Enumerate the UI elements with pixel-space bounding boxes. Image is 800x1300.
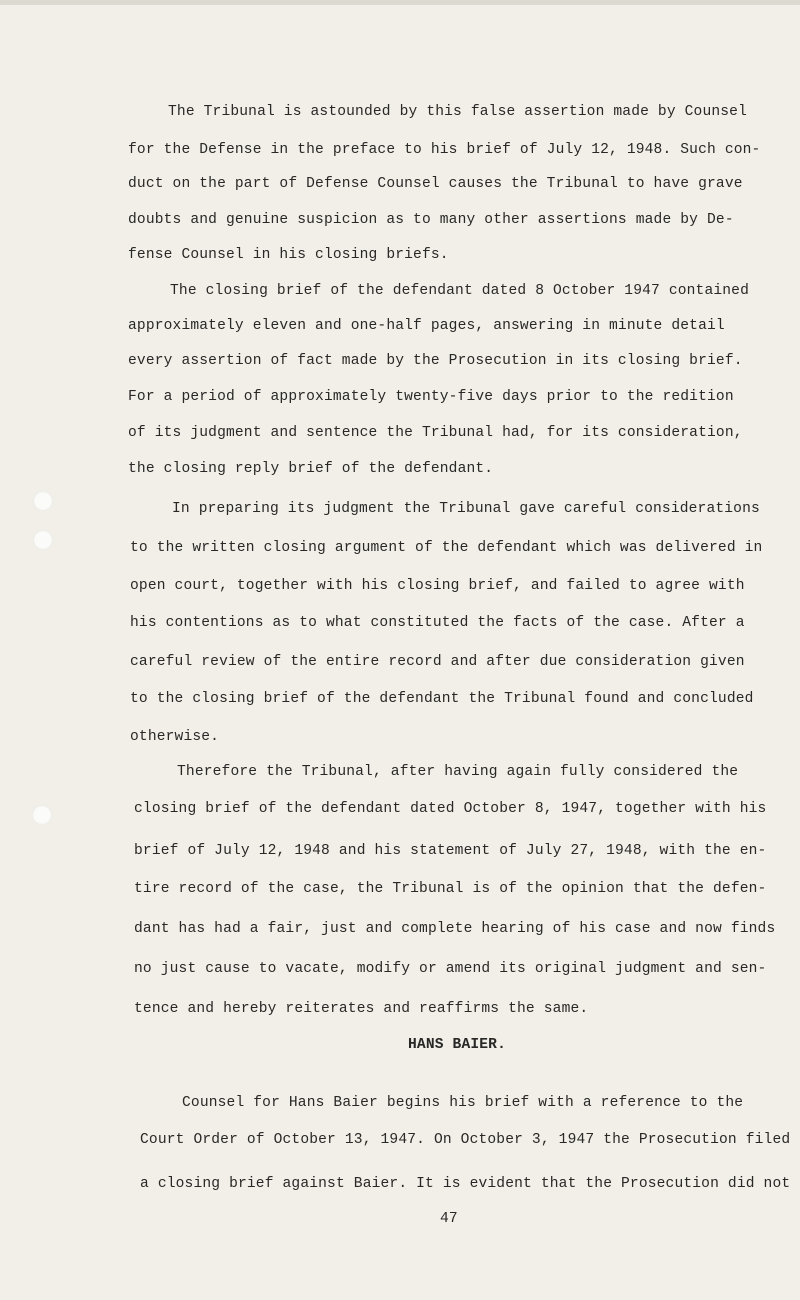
text-line: open court, together with his closing brief, and failed to agree with [130,578,745,594]
page-number: 47 [440,1211,458,1227]
text-line: careful review of the entire record and after due consideration given [130,654,745,670]
text-line: approximately eleven and one-half pages, answering in minute detail [128,318,725,334]
text-line: The closing brief of the defendant dated 8 October 1947 contained [170,283,749,299]
text-line: to the closing brief of the defendant the Tribunal found and concluded [130,691,754,707]
text-line: For a period of approximately twenty-five days prior to the redition [128,389,734,405]
text-line: of its judgment and sentence the Tribunal had, for its consideration, [128,425,743,441]
text-line: The Tribunal is astounded by this false assertion made by Counsel [168,104,747,120]
text-line: fense Counsel in his closing briefs. [128,247,449,263]
text-line: to the written closing argument of the defendant which was delivered in [130,540,763,556]
section-heading: HANS BAIER. [408,1037,506,1053]
text-line: closing brief of the defendant dated October 8, 1947, together with his [134,801,767,817]
text-line: In preparing its judgment the Tribunal gave careful considerations [172,501,760,517]
text-line: tire record of the case, the Tribunal is of the opinion that the defen- [134,881,767,897]
text-line: a closing brief against Baier. It is evident that the Prosecution did not [140,1176,791,1192]
text-line: no just cause to vacate, modify or amend its original judgment and sen- [134,961,767,977]
text-line: tence and hereby reiterates and reaffirms the same. [134,1001,589,1017]
text-line: duct on the part of Defense Counsel causes the Tribunal to have grave [128,176,743,192]
text-line: for the Defense in the preface to his brief of July 12, 1948. Such con- [128,142,761,158]
text-line: every assertion of fact made by the Prosecution in its closing brief. [128,353,743,369]
punch-hole [33,491,53,511]
punch-hole [32,805,52,825]
punch-hole [33,530,53,550]
text-line: otherwise. [130,729,220,745]
text-line: Therefore the Tribunal, after having again fully considered the [177,764,739,780]
text-line: the closing reply brief of the defendant. [128,461,494,477]
page-top-edge [0,0,800,5]
text-line: doubts and genuine suspicion as to many other assertions made by De- [128,212,734,228]
text-line: Counsel for Hans Baier begins his brief with a reference to the [182,1095,744,1111]
text-line: his contentions as to what constituted the facts of the case. After a [130,615,745,631]
text-line: Court Order of October 13, 1947. On October 3, 1947 the Prosecution filed [140,1132,791,1148]
text-line: brief of July 12, 1948 and his statement of July 27, 1948, with the en- [134,843,767,859]
text-line: dant has had a fair, just and complete hearing of his case and now finds [134,921,776,937]
